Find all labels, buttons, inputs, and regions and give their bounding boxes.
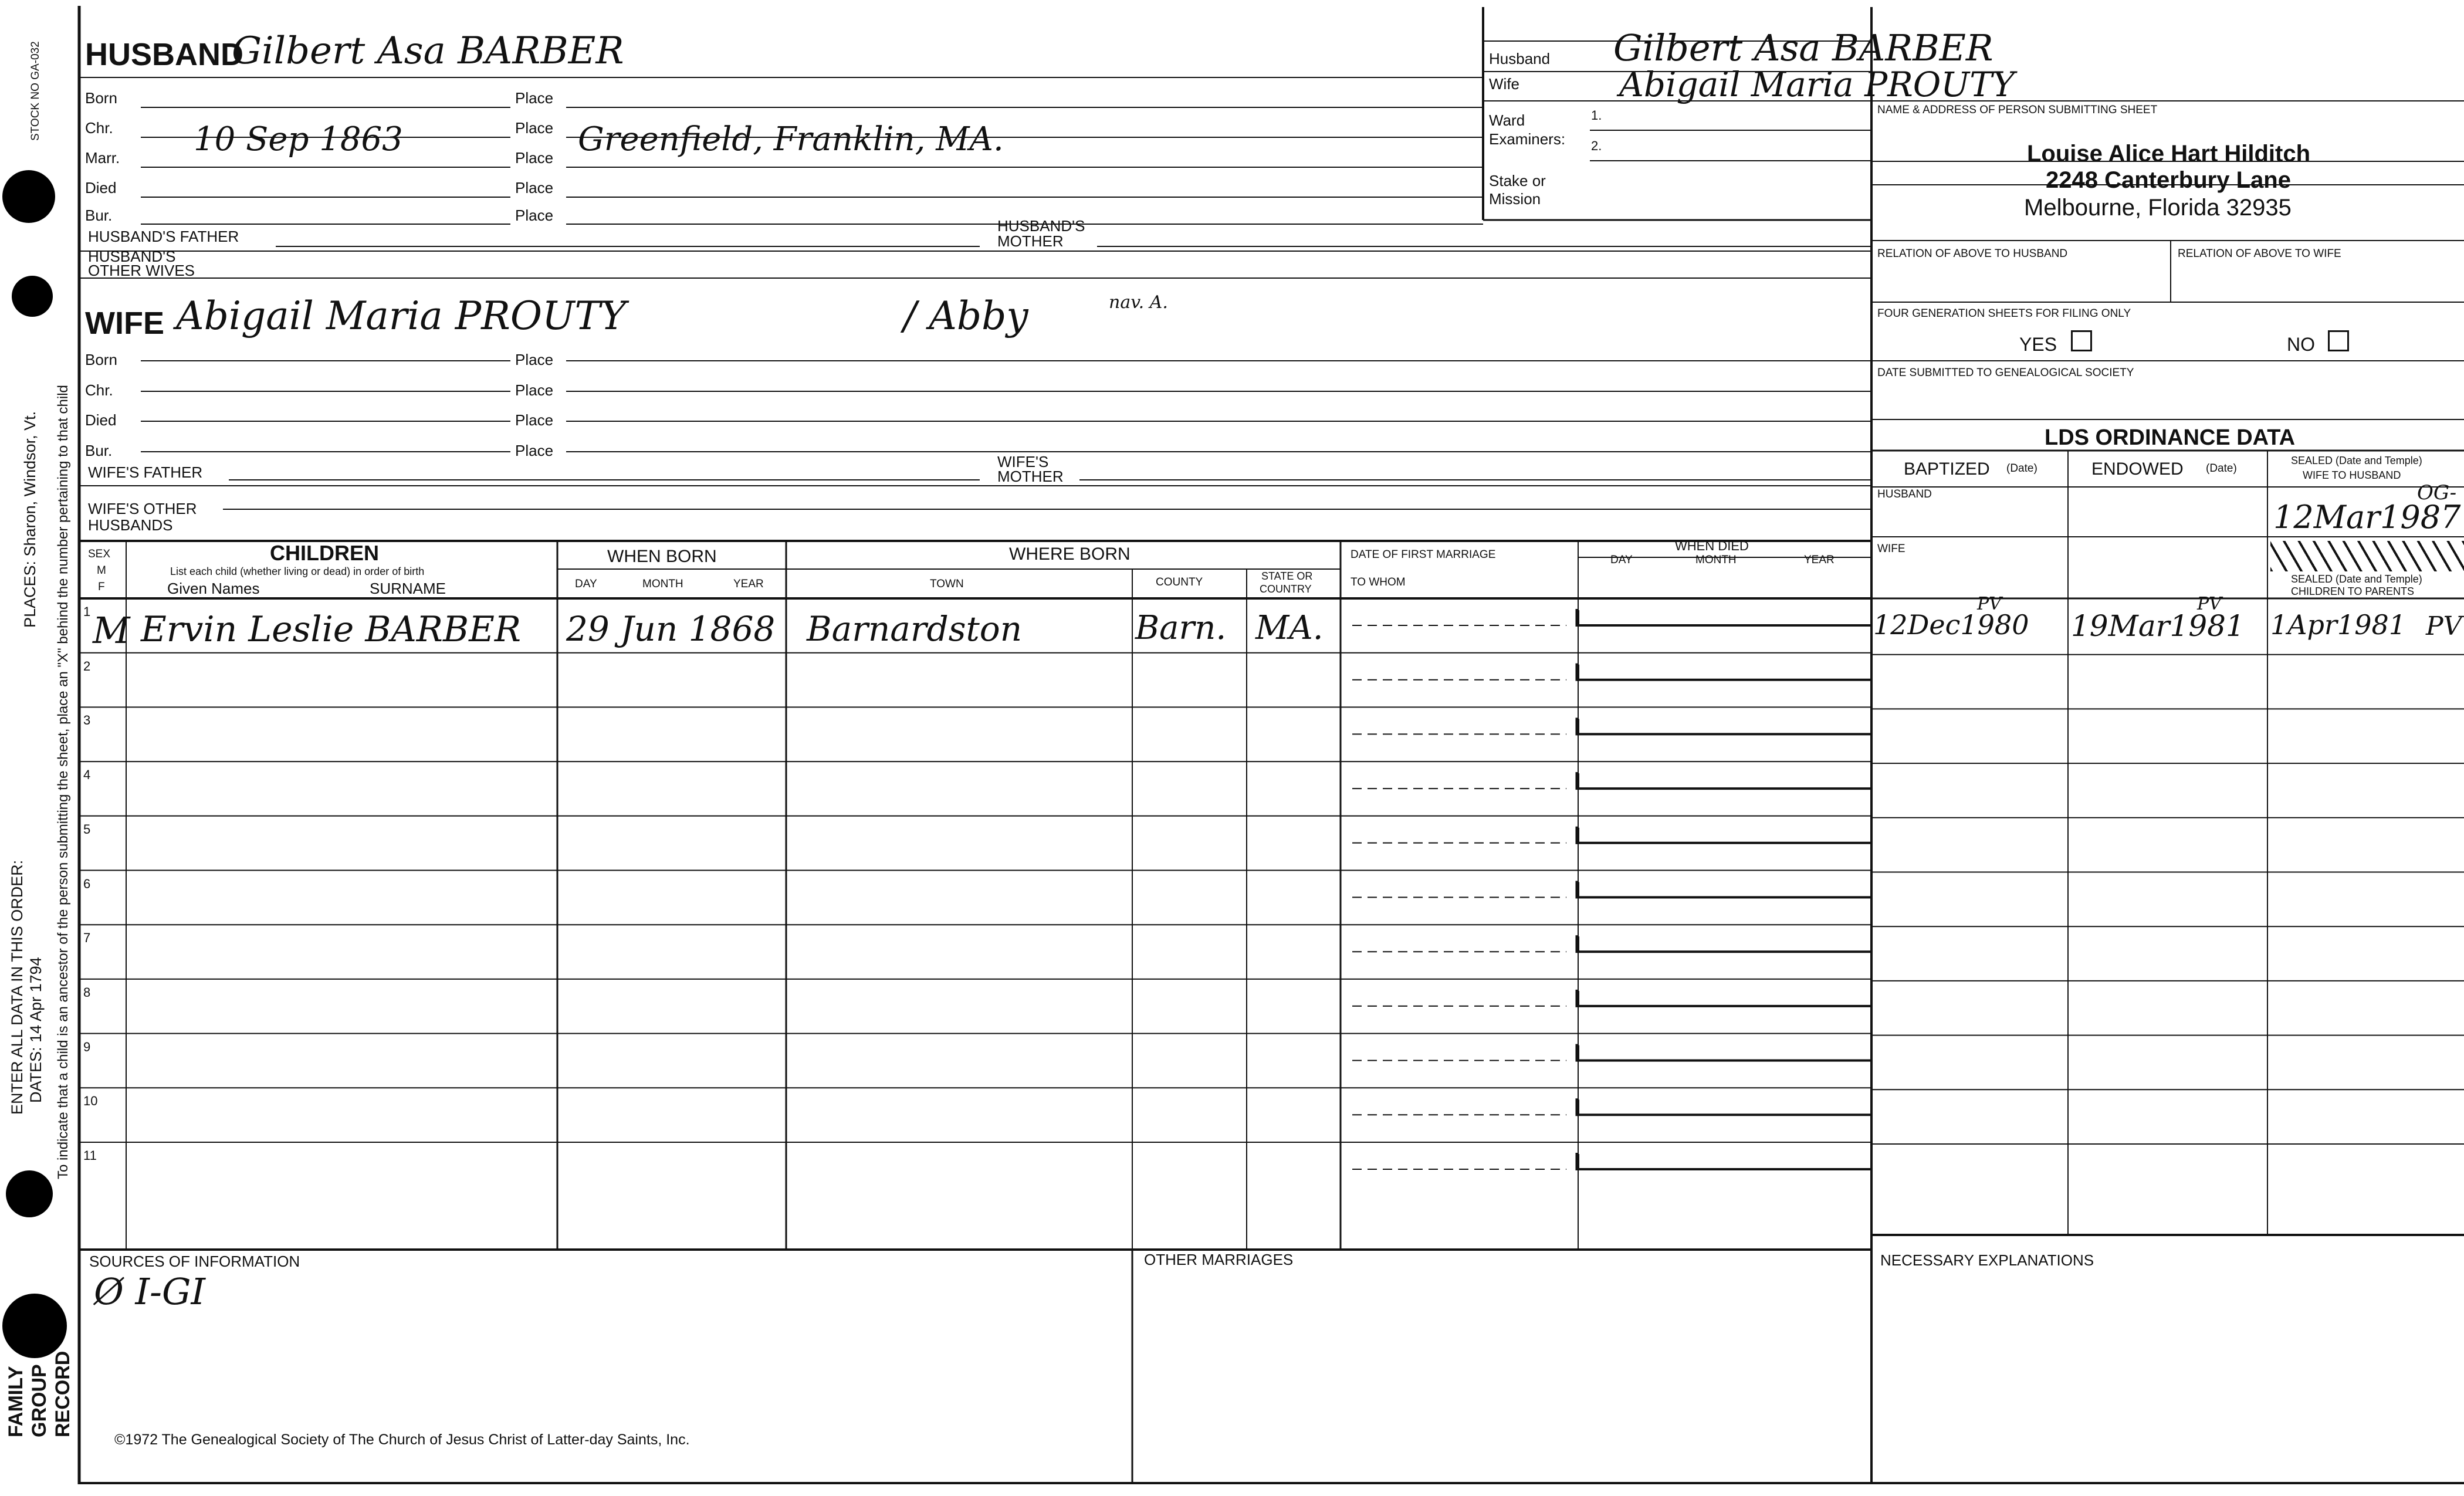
- husband-died-label: Died: [85, 179, 117, 197]
- sealed-pv-mark: PV: [2426, 611, 2462, 641]
- wife-bur-label: Bur.: [85, 442, 113, 459]
- yes-label: YES: [2019, 334, 2057, 355]
- submitter-city: Melbourne, Florida 32935: [2024, 195, 2292, 221]
- examiners-label: Examiners:: [1489, 130, 1566, 148]
- child-baptized-date: 12Dec1980: [1873, 609, 2029, 641]
- submitter-heading: NAME & ADDRESS OF PERSON SUBMITTING SHEET: [1877, 104, 2158, 116]
- endowed-label: ENDOWED: [2091, 459, 2184, 479]
- wife-born-place-label: Place: [515, 351, 554, 368]
- wife-bur-place-label: Place: [515, 442, 554, 459]
- wifes-other-husbands-label-1: WIFE'S OTHER: [88, 500, 197, 517]
- wife-died-label: Died: [85, 411, 117, 429]
- wife-chr-place-label: Place: [515, 381, 554, 399]
- given-names-header: Given Names: [167, 580, 260, 597]
- record-title-record: RECORD: [52, 1351, 74, 1437]
- wifes-mother-label-1: WIFE'S: [997, 453, 1049, 471]
- ward-label: Ward: [1489, 111, 1525, 129]
- husbands-father-label: HUSBAND'S FATHER: [88, 228, 239, 245]
- wife-heading: WIFE: [85, 306, 164, 341]
- child-row-number: 4: [83, 767, 91, 783]
- enter-order: ENTER ALL DATA IN THIS ORDER:: [8, 859, 26, 1115]
- child-row-number: 1: [83, 604, 91, 619]
- husband-died-place-label: Place: [515, 179, 554, 197]
- relation-to-husband-label: RELATION OF ABOVE TO HUSBAND: [1877, 248, 2068, 260]
- sealed-children-label-2: CHILDREN TO PARENTS: [2291, 585, 2415, 597]
- sealed-wife-label-2: WIFE TO HUSBAND: [2303, 469, 2401, 481]
- sealed-wife-value: 12Mar1987: [2273, 499, 2461, 536]
- wife-nickname-note: nav. A.: [1109, 292, 1168, 313]
- lds-ordinance-title: LDS ORDINANCE DATA: [2045, 425, 2296, 450]
- marriage-place: Greenfield, Franklin, MA.: [578, 120, 1004, 158]
- husband-born-place-label: Place: [515, 89, 554, 107]
- no-label: NO: [2287, 334, 2315, 355]
- died-day-header: DAY: [1610, 554, 1633, 566]
- panel-husband-label: Husband: [1489, 50, 1551, 67]
- endowed-pv-mark: PV: [2197, 594, 2222, 614]
- baptized-pv-mark: PV: [1977, 594, 2002, 614]
- sex-header: SEX: [88, 548, 111, 560]
- wife-nickname: / Abby: [903, 293, 1028, 339]
- husbands-other-wives-label-1: HUSBAND'S: [88, 248, 176, 265]
- child-birth-town: Barnardston: [807, 609, 1023, 649]
- husband-bur-place-label: Place: [515, 207, 554, 224]
- when-born-header: WHEN BORN: [607, 547, 717, 566]
- four-generation-label: FOUR GENERATION SHEETS FOR FILING ONLY: [1877, 307, 2131, 320]
- panel-wife-label: Wife: [1489, 75, 1519, 93]
- sex-m-header: M: [97, 564, 106, 577]
- sources-value: Ø I-GI: [94, 1270, 205, 1313]
- died-month-header: MONTH: [1695, 554, 1737, 566]
- husband-chr-label: Chr.: [85, 119, 113, 137]
- places-note: PLACES: Sharon, Windsor, Vt.: [21, 411, 39, 628]
- x-instruction: To indicate that a child is an ancestor of the person submitting the sheet, place an "X" behind the number pertaining to that child: [55, 385, 71, 1179]
- where-born-header: WHERE BORN: [1009, 544, 1131, 564]
- child-sex: M: [93, 609, 130, 652]
- when-died-header: WHEN DIED: [1675, 539, 1749, 553]
- child-name: Ervin Leslie BARBER: [141, 609, 522, 650]
- state-header-2: COUNTRY: [1260, 583, 1312, 595]
- sealed-wife-label-1: SEALED (Date and Temple): [2291, 455, 2422, 466]
- wife-born-label: Born: [85, 351, 117, 368]
- record-title-family: FAMILY: [5, 1366, 27, 1437]
- sealed-note: OG-: [2417, 481, 2457, 505]
- panel-husband-value: Gilbert Asa BARBER: [1613, 26, 1993, 69]
- husband-marr-place-label: Place: [515, 149, 554, 167]
- state-header-1: STATE OR: [1261, 570, 1313, 582]
- dates-note: DATES: 14 Apr 1794: [27, 957, 45, 1103]
- wife-died-place-label: Place: [515, 411, 554, 429]
- other-marriages-label: OTHER MARRIAGES: [1144, 1251, 1294, 1268]
- sources-label: SOURCES OF INFORMATION: [89, 1253, 300, 1270]
- husband-heading: HUSBAND: [85, 37, 243, 72]
- child-row-number: 11: [83, 1148, 97, 1163]
- relation-to-wife-label: RELATION OF ABOVE TO WIFE: [2178, 248, 2341, 260]
- child-row-number: 7: [83, 930, 91, 946]
- first-marriage-header: DATE OF FIRST MARRIAGE: [1351, 549, 1496, 561]
- stake-label-2: Mission: [1489, 190, 1541, 208]
- husband-chr-place-label: Place: [515, 119, 554, 137]
- wifes-other-husbands-label-2: HUSBANDS: [88, 516, 173, 534]
- born-month-header: MONTH: [642, 578, 683, 590]
- baptized-label: BAPTIZED: [1904, 459, 1990, 479]
- child-row-number: 8: [83, 984, 91, 1000]
- record-title-group: GROUP: [28, 1364, 50, 1437]
- examiner-1-label: 1.: [1591, 108, 1602, 123]
- died-year-header: YEAR: [1804, 554, 1835, 566]
- husband-name: Gilbert Asa BARBER: [232, 29, 624, 73]
- husband-marr-label: Marr.: [85, 149, 120, 167]
- husbands-other-wives-label-2: OTHER WIVES: [88, 262, 195, 279]
- wifes-mother-label-2: MOTHER: [997, 468, 1064, 485]
- child-endowed-date: 19Mar1981: [2071, 609, 2245, 643]
- born-day-header: DAY: [575, 578, 597, 590]
- husbands-mother-label-2: MOTHER: [997, 232, 1064, 250]
- endowed-date-label: (Date): [2206, 462, 2237, 475]
- husbands-mother-label-1: HUSBAND'S: [997, 217, 1085, 235]
- child-row-number: 3: [83, 713, 91, 728]
- child-row-number: 6: [83, 876, 91, 891]
- wifes-father-label: WIFE'S FATHER: [88, 463, 203, 481]
- examiner-2-label: 2.: [1591, 138, 1602, 153]
- surname-header: SURNAME: [370, 580, 446, 597]
- husband-born-label: Born: [85, 89, 117, 107]
- child-birth-date: 29 Jun 1868: [566, 609, 776, 649]
- wife-chr-label: Chr.: [85, 381, 113, 399]
- born-year-header: YEAR: [733, 578, 764, 590]
- baptized-date-label: (Date): [2006, 462, 2037, 475]
- child-birth-state: MA.: [1255, 609, 1324, 647]
- to-whom-header: TO WHOM: [1351, 576, 1406, 588]
- child-birth-county: Barn.: [1135, 609, 1227, 647]
- stake-label-1: Stake or: [1489, 172, 1546, 189]
- sealed-children-label-1: SEALED (Date and Temple): [2291, 573, 2422, 585]
- copyright-notice: ©1972 The Genealogical Society of The Church of Jesus Christ of Latter-day Saints, Inc.: [114, 1431, 690, 1448]
- child-row-number: 9: [83, 1039, 91, 1054]
- stock-number: STOCK NO GA-032: [29, 41, 42, 141]
- child-row-number: 2: [83, 658, 91, 673]
- panel-wife-value: Abigail Maria PROUTY: [1619, 65, 2015, 104]
- ordinance-wife-label: WIFE: [1877, 543, 1905, 555]
- child-row-number: 10: [83, 1094, 98, 1109]
- date-submitted-label: DATE SUBMITTED TO GENEALOGICAL SOCIETY: [1877, 367, 2134, 379]
- wife-name: Abigail Maria PROUTY: [176, 293, 627, 339]
- marriage-date: 10 Sep 1863: [194, 120, 403, 158]
- submitter-street: 2248 Canterbury Lane: [2046, 167, 2291, 193]
- county-header: COUNTY: [1156, 576, 1203, 588]
- submitter-name: Louise Alice Hart Hilditch: [2027, 141, 2311, 167]
- child-sealed-date: 1Apr1981: [2270, 609, 2406, 641]
- husband-bur-label: Bur.: [85, 207, 113, 224]
- sex-f-header: F: [98, 581, 105, 593]
- ordinance-husband-label: HUSBAND: [1877, 488, 1932, 500]
- child-row-number: 5: [83, 821, 91, 837]
- children-header: CHILDREN: [270, 541, 379, 565]
- town-header: TOWN: [930, 578, 964, 590]
- children-note: List each child (whether living or dead) in order of birth: [170, 566, 425, 577]
- necessary-explanations-label: NECESSARY EXPLANATIONS: [1880, 1251, 2094, 1269]
